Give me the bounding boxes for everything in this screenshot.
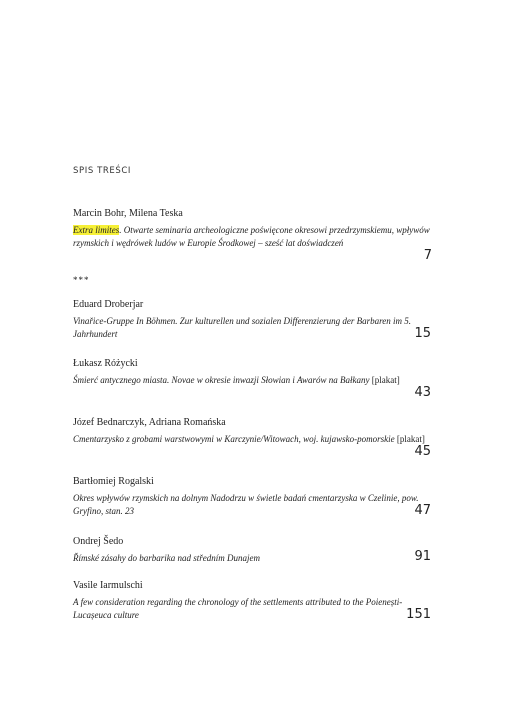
entry-page-number: 43 <box>414 385 431 400</box>
toc-entry <box>73 207 433 251</box>
highlighted-text: Extra limites <box>73 225 120 235</box>
entry-title: Vinařice-Gruppe In Böhmen. Zur kulturellen und sozialen Differenzierung der Barbaren im 5. Jahrhundert <box>73 316 412 340</box>
entry-note: [plakat] <box>394 434 425 444</box>
toc-entry <box>73 416 433 446</box>
toc-heading: SPIS TREŚCI <box>73 166 132 176</box>
entry-title: Okres wpływów rzymskich na dolnym Nadodrzu w świetle badań cmentarzyska w Czelinie, pow. Gryfino, stan. 23 <box>73 493 419 517</box>
entry-author: Marcin Bohr, Milena Teska <box>73 208 183 219</box>
entry-note: [plakat] <box>369 375 400 385</box>
entry-title-text: . Otwarte seminaria archeologiczne poświęcone okresowi przedrzymskiemu, wpływów rzymskich i wędrówek ludów w Europie Środkowej – sześć lat doświadczeń <box>73 225 430 249</box>
entry-page-number: 151 <box>406 607 431 622</box>
section-separator: *** <box>73 275 90 285</box>
entry-author: Łukasz Różycki <box>73 358 138 369</box>
entry-author: Bartłomiej Rogalski <box>73 476 154 487</box>
entry-title <box>73 224 433 251</box>
entry-page-number: 47 <box>414 503 431 518</box>
entry-title-text: Śmierć antycznego miasta. Novae w okresie inwazji Słowian i Awarów na Bałkany <box>73 375 370 385</box>
entry-author: Eduard Droberjar <box>73 299 144 310</box>
entry-author: Ondrej Šedo <box>73 536 124 547</box>
toc-entry <box>73 357 433 387</box>
entry-page-number: 7 <box>423 248 432 263</box>
entry-page-number: 45 <box>414 444 431 459</box>
entry-title-text: Cmentarzysko z grobami warstwowymi w Karczynie/Witowach, woj. kujawsko-pomorskie <box>73 434 395 444</box>
entry-author: Józef Bednarczyk, Adriana Romańska <box>73 417 226 428</box>
entry-page-number: 91 <box>414 549 431 564</box>
entry-title: A few consideration regarding the chronology of the settlements attributed to the Poienești-Lucașeuca culture <box>73 597 403 621</box>
entry-author: Vasile Iarmulschi <box>73 580 143 591</box>
entry-title: Římské zásahy do barbarika nad středním Dunajem <box>73 553 260 563</box>
entry-page-number: 15 <box>414 326 431 341</box>
